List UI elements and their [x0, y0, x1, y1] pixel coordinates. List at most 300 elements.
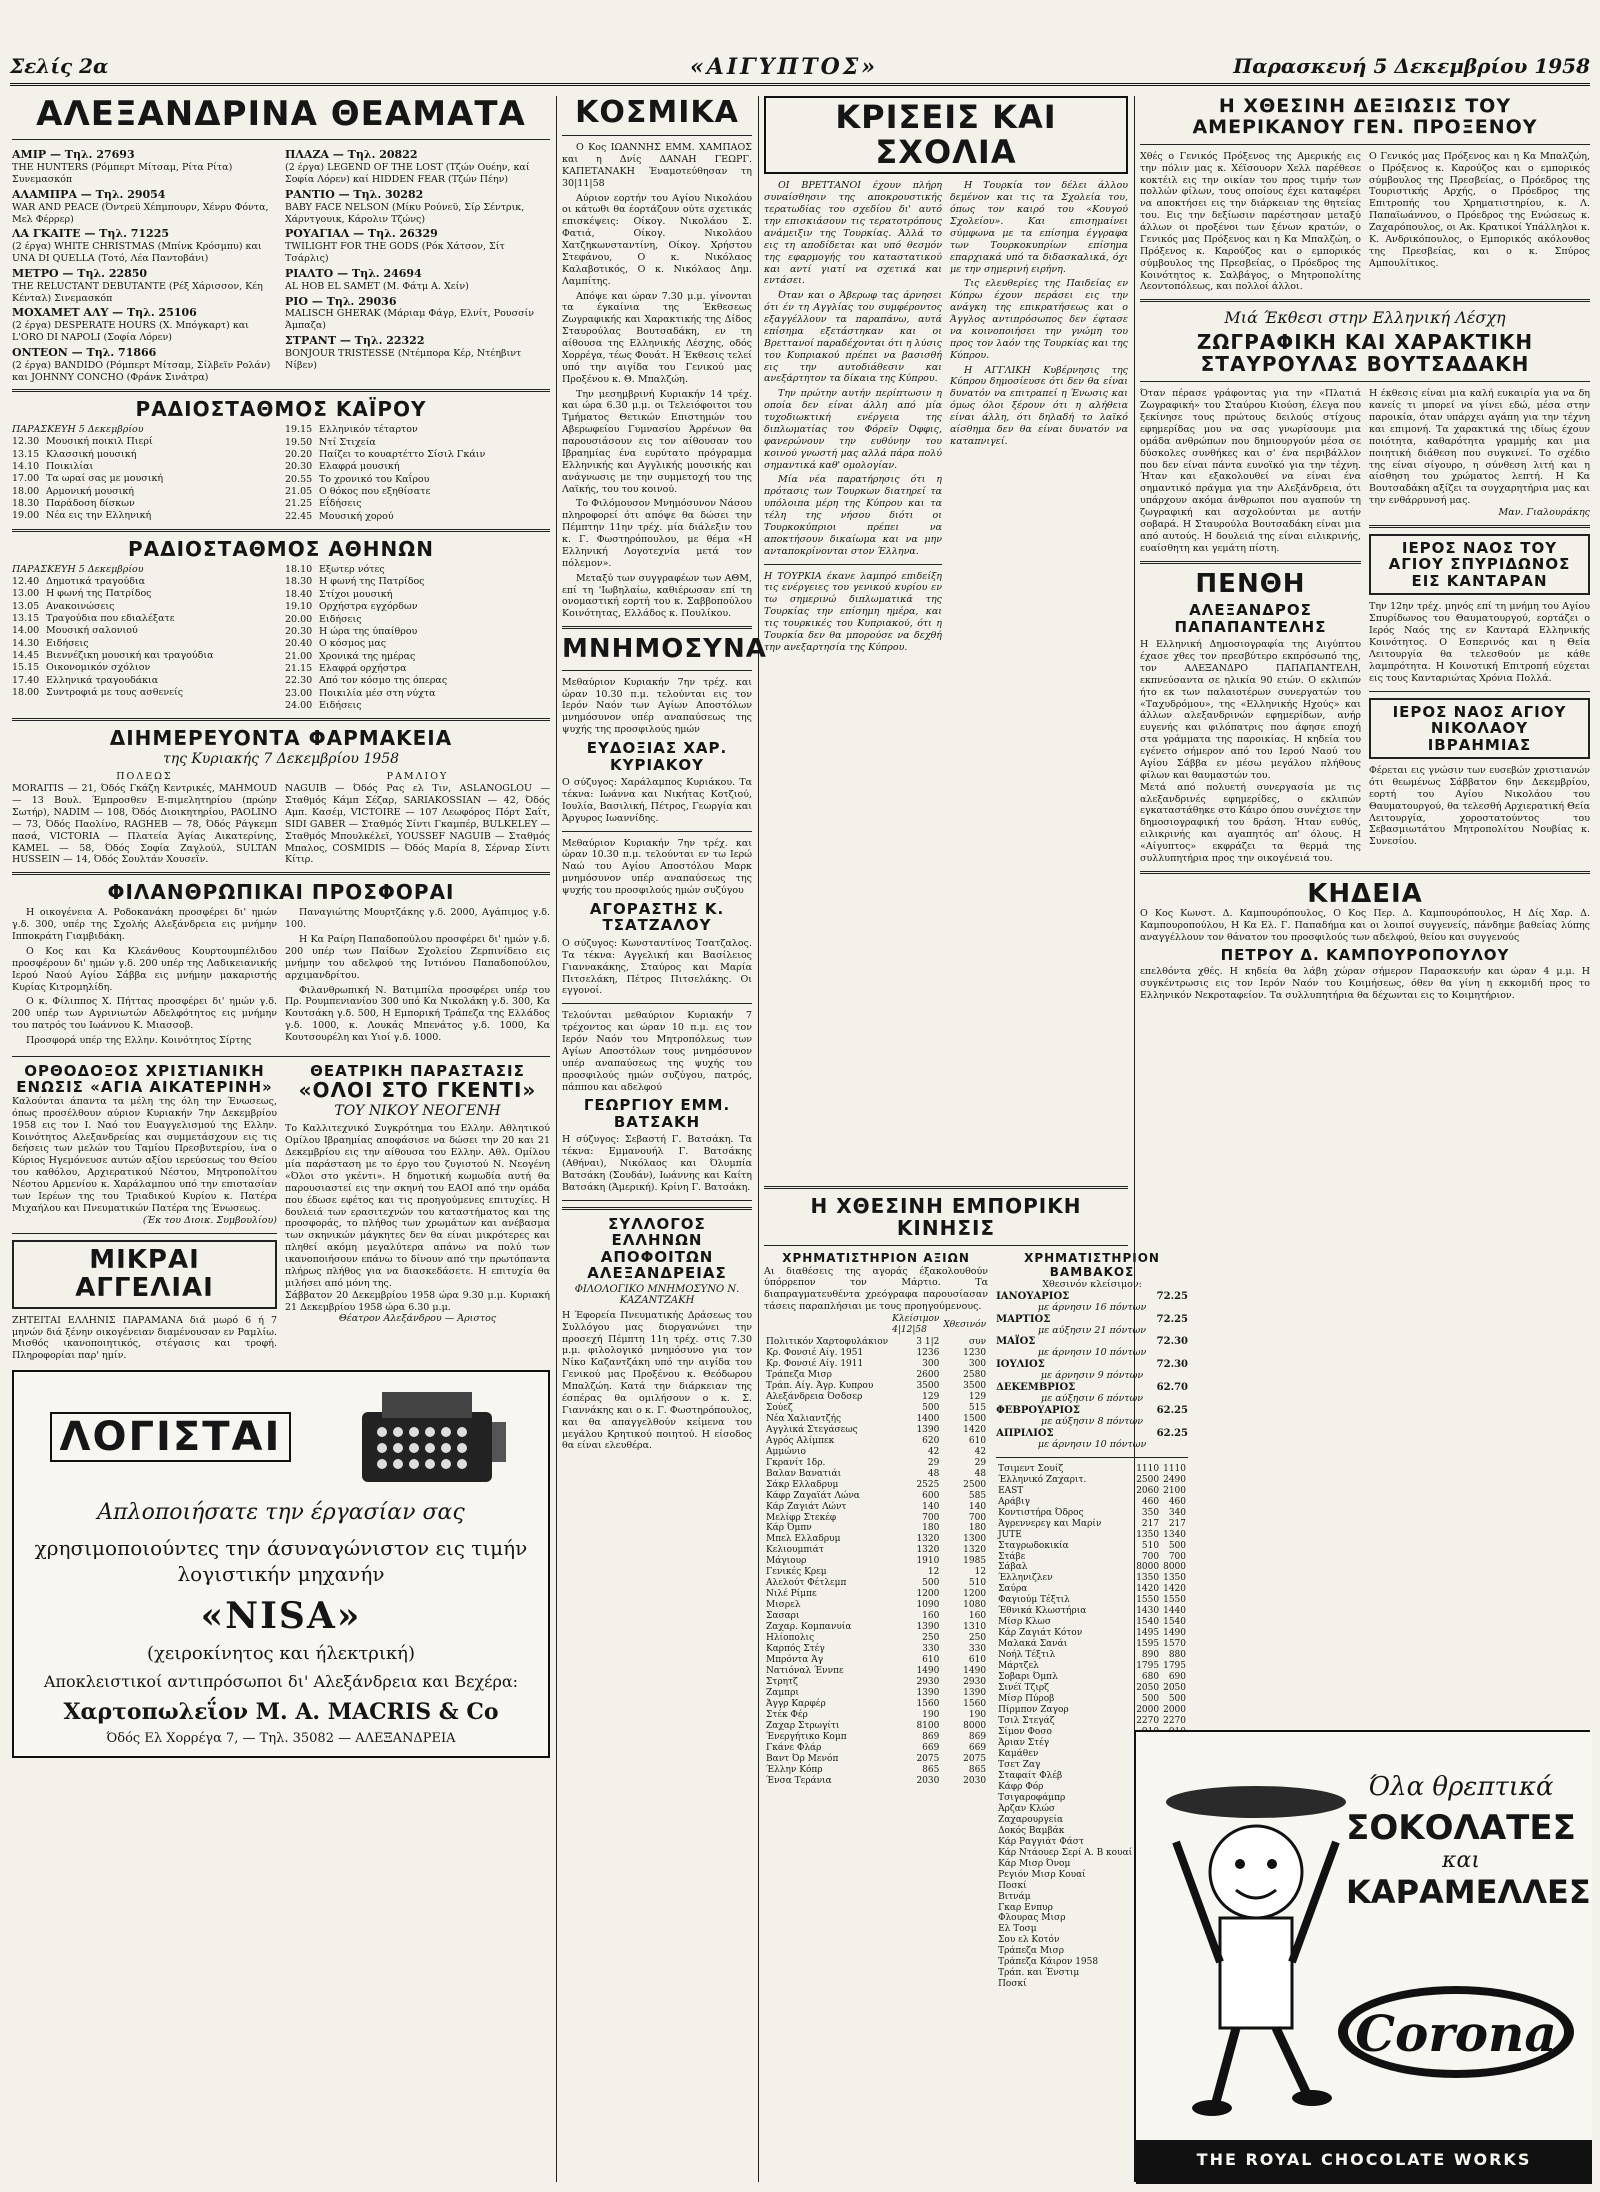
cinema-name: ΡΙΟ — Τηλ. 29036	[285, 294, 397, 308]
commodity-name: Άριαν Στέγ	[998, 1737, 1050, 1748]
stock-row	[764, 1633, 988, 1644]
stock-today: 250	[968, 1633, 987, 1644]
commodity-close: 350	[1141, 1507, 1160, 1518]
stock-row	[764, 1502, 988, 1513]
masthead	[10, 52, 1590, 86]
editorial-column-1	[764, 180, 942, 557]
nisa-ad-brand: «NISA»	[200, 1595, 362, 1638]
reception-text: Χθές ο Γενικός Πρόξενος της Αμερικής εις την πόλιν μας κ. Χέϊσουορν Χελλ παρέθεσε κοκτέιλ εις την οικίαν του προς τιμήν των πολλών φίλων, τους οποίους έχει καταφέρει να αποκτήσει εις την διάρκειαν της θητείας του. Εις την δεξίωσιν παρέστησαν μεταξύ άλλων οι προξένοι των ξένων κρατών, ο Γενικός μας Πρόξενος και η Κα Μπαλζώη, ο Πρόξενος κ. Καρούζος και ο εμπορικός σύμβουλος της Πρεσβείας, ο Πρόεδρος της Κοινότητος κ. Σαλβάγος, ο Μητροπολίτης Λεοντοπόλεως, και πολλοί άλλοι.	[1140, 150, 1361, 293]
program-row	[12, 588, 277, 600]
stock-today: 1300	[963, 1534, 987, 1545]
stock-today: 29	[974, 1457, 987, 1468]
program-title: Ελαφρά μουσική	[319, 461, 400, 473]
program-row	[12, 675, 277, 687]
commodity-name: Ποσκί	[998, 1880, 1027, 1891]
pharmacies-title: ΔΙΗΜΕΡΕΥΟΝΤΑ ΦΑΡΜΑΚΕΙΑ	[109, 726, 453, 751]
commodity-today: 880	[1168, 1650, 1186, 1661]
social-item: Αύριον εορτήν του Αγίου Νικολάου οι κάτωθι θα έορτάζουν ούτε σχετικάς επισκέψεις: Οίκογ. Νικολάου Σ. Φατιά, Οίκογ. Νικολάου Χατζηκωνσταντίνη, Οίκογ. Χρήστου Στεφάνου, Ο κ. Νικόλαος Καλαβοτικός, Ο κ. Νικόλαος Δημ. Λαμπίτης.	[562, 192, 752, 287]
program-title: Ορχήστρα εγχόρδων	[319, 601, 418, 613]
stock-close: 1400	[916, 1413, 940, 1424]
theatre-show-dates: Σάββατον 20 Δεκεμβρίου 1958 ώρα 9.30 μ.μ. Κυριακή 21 Δεκεμβρίου 1958 ώρα 6.30 μ.μ.	[285, 1289, 550, 1313]
cotton-price: 62.25	[1156, 1405, 1188, 1416]
editorial-column-2	[950, 180, 1128, 1180]
stock-name: Σασαρι	[766, 1611, 800, 1622]
stock-row	[764, 1447, 988, 1458]
stock-today: 180	[968, 1523, 987, 1534]
stock-row	[764, 1765, 988, 1776]
program-time: 18.00	[12, 687, 40, 699]
theatre-show-title: ΘΕΑΤΡΙΚΗ ΠΑΡΑΣΤΑΣΙΣ	[310, 1061, 525, 1080]
stock-name: Νιλέ Ρίμπε	[766, 1589, 817, 1600]
commodity-close: 1350	[1136, 1529, 1160, 1540]
program-title: Στίχοι μουσική	[319, 588, 393, 600]
commodity-today: 1420	[1163, 1584, 1186, 1595]
program-title: Τραγούδια που εδιαλέξατε	[46, 613, 175, 625]
program-row	[285, 511, 550, 523]
stock-row	[764, 1666, 988, 1677]
memorial-intro: Μεθαύριον Κυριακήν 7ην τρέχ. και ώραν 10.30 π.μ. τελούνται εν τω Ιερώ Ναώ του Αγίου Αποστόλου Μαρκ μνημόσυνον υπέρ αναπαύσεως της ψυχής του προσφιλούς ημών συζύγου	[562, 837, 752, 897]
stock-close: 180	[922, 1523, 940, 1534]
cotton-change: με άρνησιν 9 πόντων	[1040, 1370, 1144, 1382]
commodity-today: 1490	[1163, 1628, 1186, 1639]
program-time: 15.15	[12, 662, 40, 674]
stock-close: 42	[927, 1446, 940, 1457]
cotton-month: ΑΠΡΙΛΙΟΣ	[996, 1427, 1054, 1439]
program-title: Ελληνικόν τέταρτον	[319, 424, 418, 436]
memorial-family: Ο σύζυγος: Κωνσταντίνος Τσατζαλος. Τα τέκνα: Αγγελική και Βασίλειος Γιαννακάκης, Σταύρος και Μαρία Πιτσελάκη, Πέτρος Πιτσελάκης. Οι εγγονοί.	[562, 937, 752, 997]
cinema-name: ΡΟΥΑΓΙΑΛ — Τηλ. 26329	[285, 227, 438, 241]
stock-name: Μπελ Ελλαδρυμ	[766, 1534, 841, 1545]
stock-row	[764, 1743, 988, 1754]
memorials-title: ΜΝΗΜΟΣΥΝΑ	[562, 634, 767, 665]
nisa-ad-address: Όδός Ελ Χορρέγα 7, — Τηλ. 35082 — ΑΛΕΞΑΝΔΡΕΙΑ	[106, 1731, 456, 1747]
cotton-month: ΔΕΚΕΜΒΡΙΟΣ	[996, 1382, 1076, 1394]
commodity-today: 700	[1168, 1551, 1186, 1562]
commodity-today: 2000	[1163, 1705, 1186, 1716]
program-title: Ο κόσμος μας	[319, 638, 387, 650]
program-time: 22.45	[285, 510, 313, 522]
program-row	[12, 576, 277, 588]
program-title: Κλασσική μουσική	[46, 448, 137, 460]
commodity-name: Τσετ Ζαγ	[998, 1759, 1041, 1770]
stock-close: 1090	[916, 1600, 940, 1611]
theatre-show-venue: Θέατρον Αλεξάνδρου — Άριστος	[338, 1313, 497, 1325]
stock-name: Γκρανίτ 1δρ.	[766, 1457, 826, 1468]
stock-today: 585	[968, 1490, 987, 1501]
stock-row	[764, 1655, 988, 1666]
commodity-today: 1795	[1163, 1661, 1186, 1672]
cinema-name: ΟΝΤΕΟΝ — Τηλ. 71866	[12, 345, 157, 359]
memorial-name: ΓΕΩΡΓΙΟΥ ΕΜΜ. ΒΑΤΣΑΚΗ	[583, 1096, 731, 1131]
stock-today: 1200	[963, 1589, 987, 1600]
program-time: 21.00	[285, 650, 313, 662]
stock-close: 1490	[916, 1666, 940, 1677]
program-row	[285, 700, 550, 712]
commodity-name: Κάρ Ζαγιάτ Κότον	[998, 1628, 1083, 1639]
cotton-month: ΦΕΒΡΟΥΑΡΙΟΣ	[996, 1405, 1080, 1416]
commodity-close: 1595	[1136, 1639, 1160, 1650]
program-time: 13.00	[12, 588, 40, 600]
commodity-name: Σινέϊ Τζιρζ	[998, 1683, 1050, 1694]
memorials-items	[562, 677, 752, 1201]
commodity-name: Ελ Τοσμ	[998, 1924, 1037, 1935]
social-title: ΚΟΣΜΙΚΑ	[575, 95, 739, 130]
stock-row	[764, 1392, 988, 1403]
donation-item: Ο Κος και Κα Κλεάνθους Κουρτουμπέλιδου προσφέρουν δι' ημών γ.δ. 200 υπέρ της Λαδικειανικής Ιερού Ναού Αγίου Σάββα εις μνήμην μακαριστής Κυρίας Κιτρομηλίδη.	[12, 945, 277, 993]
program-title: Ειδήσεις	[46, 637, 89, 649]
commodity-name: Φλουρας Μισρ	[998, 1913, 1066, 1924]
cinema-film: AL HOB EL SAMET (Μ. Φάτμ Α. Χείν)	[285, 280, 469, 292]
commodity-close: 1795	[1136, 1661, 1160, 1672]
stock-today: 129	[968, 1391, 987, 1402]
commodity-close: 2000	[1136, 1705, 1160, 1716]
stock-name: Πολιτικόν Χαρτοφυλάκιον	[766, 1337, 889, 1347]
stock-close: 620	[922, 1435, 940, 1446]
commodity-close: 1550	[1136, 1595, 1160, 1606]
program-row	[285, 437, 550, 449]
alumni-society-sub: ΦΙΛΟΛΟΓΙΚΟ ΜΝΗΜΟΣΥΝΟ Ν. ΚΑΖΑΝΤΖΑΚΗ	[574, 1283, 740, 1306]
stock-close: 1910	[916, 1556, 940, 1567]
radio-cairo-day: ΠΑΡΑΣΚΕΥΗ 5 Δεκεμβρίου	[12, 424, 144, 436]
program-title: Μουσική σαλονιού	[46, 625, 138, 637]
commodity-name: Έλληνιζλεν	[998, 1573, 1053, 1584]
pharmacies-city-list: MORAITIS — 21, Όδός Γκάζη Κεντρικές, MAHMOUD — 13 Βουλ. Έμπροσθεν Ε-πιμελητηρίου (πρώην Σωτήρ), NADIM — 108, Όδός Διοικητηρίου, PAOLINO — 73, Όδός Παολίνο, RAGHEB — 78, Όδός Ράγκεμπ πασά, VICTORIA — Πλατεία Άγίας Αικατερίνης, KAMEL — 58, Όδός Σοφία Ζαγλούλ, SULTAN HUSSEIN — 14, Όδός Σουλτάν Χουσεΐν.	[12, 783, 277, 866]
stock-name: Κελιουμπιάτ	[766, 1545, 824, 1556]
stock-name: Μπρόντα Άγ	[766, 1655, 824, 1666]
issue-date: Παρασκευή 5 Δεκεμβρίου 1958	[1233, 54, 1590, 78]
theatres-title: ΑΛΕΞΑΝΔΡΙΝΑ ΘΕΑΜΑΤΑ	[36, 94, 526, 134]
commodity-name: Νοήλ Τέξτιλ	[998, 1650, 1056, 1661]
program-title: Παίζει το κουαρτέττο Σίσιλ Γκάιν	[319, 449, 486, 461]
stock-close: 865	[922, 1764, 940, 1775]
social-item: Απόψε και ώραν 7.30 μ.μ. γίνονται τα έγκαίνια της Έκθεσεως Ζωγραφικής και Χαρακτικής της Δίδος Σταυρούλας Βουτσαδάκη, εν τη αίθουσα της Ελληνικής Λέσχης, οδός Χορρέγα, τέως Φουάτ. Η Έκθεσις τελεί υπό την αιγίδα του Γενικού μας Προξένου κ. Θ. Μπαλζώη.	[562, 290, 752, 385]
program-title: Ποικιλία μέσ στη νύχτα	[319, 687, 436, 699]
commodity-name: Έλληνικό Ζαχαριτ.	[998, 1474, 1087, 1485]
commodity-today: 500	[1168, 1694, 1186, 1705]
social-item: Το Φιλόμουσον Μνημόσυνον Νάσου πληροφορεί ότι απόψε θα δώσει την Πέμπτην 11ην τρέχ. μία διάλεξιν του κ. Γ. Φωστηρόπουλου, με θέμα «Η Ελληνική Λογοτεχνία μετά τον πόλεμον».	[562, 498, 752, 569]
stock-name: Κάφρ Ζαγαϊάτ Λώνα	[766, 1490, 860, 1501]
commodity-close: 1430	[1136, 1606, 1160, 1617]
program-row	[285, 688, 550, 700]
commodity-today: 500	[1168, 1540, 1186, 1551]
program-row	[285, 424, 550, 436]
program-row	[285, 614, 550, 626]
program-title: Από τον κόσμο της όπερας	[319, 675, 448, 687]
cinema-name: ΠΛΑΖΑ — Τηλ. 20822	[285, 148, 418, 162]
stock-row	[764, 1491, 988, 1502]
church-nikolaos-title: ΙΕΡΟΣ ΝΑΟΣ ΑΓΙΟΥ ΝΙΚΟΛΑΟΥ ΙΒΡΑΗΜΙΑΣ	[1392, 702, 1567, 754]
classifieds-text: ΖΗΤΕΙΤΑΙ ΕΛΛΗΝΙΣ ΠΑΡΑΜΑΝΑ διά μωρό 6 ή 7 μηνών διά ξένην οικογένειαν διαμένουσαν εν Ραμλίω. Μισθός ικανοποιητικός, στέγασις και τροφή. Πληροφορίαι παρ' ημίν.	[12, 1314, 277, 1362]
stock-name: Άγγρ Καρφέρ	[766, 1698, 826, 1709]
stock-today: 330	[968, 1644, 987, 1655]
program-title: Τα ωραί σας με μουσική	[46, 473, 164, 485]
commodity-close: 700	[1141, 1551, 1160, 1562]
calculator-icon	[342, 1382, 512, 1492]
column-3	[764, 96, 1188, 2182]
cotton-title: ΧΡΗΜΑΤΙΣΤΗΡΙΟΝ ΒΑΜΒΑΚΟΣ	[1024, 1251, 1160, 1279]
stock-name: Νέα Χαλιαντζής	[766, 1413, 842, 1424]
stock-row	[764, 1348, 988, 1359]
stock-row	[764, 1458, 988, 1469]
stock-close: 500	[922, 1578, 940, 1589]
program-title: Ελληνικά τραγουδάκια	[46, 674, 159, 686]
program-title: Χρονικά της ημέρας	[319, 650, 416, 662]
cotton-month: ΙΑΝΟΥΑΡΙΟΣ	[996, 1290, 1070, 1302]
commodity-name: Καμάθεν	[998, 1748, 1039, 1759]
stock-row	[764, 1578, 988, 1589]
stock-row	[764, 1776, 988, 1787]
program-row	[285, 675, 550, 687]
program-time: 17.40	[12, 674, 40, 686]
program-time: 13.15	[12, 448, 40, 460]
program-row	[12, 662, 277, 674]
program-title: Η ώρα της ύπαίθρου	[319, 625, 418, 637]
stock-name: Καρπός Στέγ	[766, 1644, 825, 1655]
program-title: Μουσική ποικιλ Πιερί	[46, 436, 153, 448]
stock-row	[764, 1370, 988, 1381]
commodity-name: Άγρεννερεγ και Μαρίν	[998, 1518, 1102, 1529]
commodity-close: 2060	[1136, 1485, 1160, 1496]
theatres-left	[12, 146, 277, 383]
pharmacies-ramleh-list: NAGUIB — Όδός Ρας ελ Τιν, ASLANOGLOU — Σταθμός Κάμπ Σέζαρ, SARIAKOSSIAN — 42, Όδός Αμπ. Κασέμ, VICTOIRE — 107 Λεωφόρος Πόρτ Σαΐτ, SIDI GABER — Σταθμός Σίντι Γκαμπέρ, BULKELEY — Σταθμός Μπουλκέλεϊ, YOUSSEF NAGUIB — Σταθμός Μπαλος, COSMIDIS — Όδός Μαρία 8, Σέρναρ Σίντι Κίτιρ.	[285, 783, 550, 866]
program-time: 14.00	[12, 625, 40, 637]
cotton-price: 72.30	[1156, 1336, 1188, 1348]
program-title: Νέα εις την Ελληνική	[46, 510, 152, 522]
stock-row	[764, 1523, 988, 1534]
stock-row	[764, 1414, 988, 1425]
stock-row	[764, 1644, 988, 1655]
nisa-ad-title: ΛΟΓΙΣΤΑΙ	[50, 1412, 292, 1462]
memorial-family: Η σύζυγος: Σεβαστή Γ. Βατσάκη. Τα τέκνα: Εμμανουήλ Γ. Βατσάκης (Αθήναι), Νικόλαος και Όλυμπία Βατσάκη (Σουδάν), Ιωάννης και Καίτη Βατσάκη (Άμερική). Κρίνη Γ. Βατσάκη.	[562, 1134, 752, 1193]
column-rule	[556, 96, 557, 2182]
editorial-turkey: Η ΤΟΥΡΚΙΑ έκανε λαμπρό επιδείξη τις ενέργειες του γενικού κυρίου εν τω σημερινώ διπλωματικά της Τουρκίας την επίσημη ημέρα, και τις τουρκικές του Κυπριακού, ότι η Τουρκία δεν θα μπορούσε να δεχθή την ανεξαρτησία της Κύπρου.	[764, 570, 942, 653]
program-time: 18.30	[12, 497, 40, 509]
commodity-close: 2270	[1136, 1716, 1160, 1727]
program-title: Ανακοινώσεις	[46, 600, 115, 612]
stock-close: 8100	[916, 1720, 940, 1731]
stocks-intro: Αι διαθέσεις της αγοράς έξακολουθούν ύπόρρεπον τον Μάρτιο. Τα διαπραγματευθέντα χρεόγραφα παρουσίασαν τάσεις παραπλήσιαι με τους προηγούμενους.	[764, 1265, 989, 1313]
stock-close: 2600	[916, 1369, 940, 1380]
stock-name: Βαλαν Βανατιάι	[766, 1468, 842, 1479]
commodity-name: Ρεγιόν Μισρ Κουαί	[998, 1869, 1086, 1880]
stock-close: 300	[922, 1358, 940, 1369]
social-item: Την μεσημβρινή Κυριακήν 14 τρέχ. και ώρα 6.30 μ.μ. οι Τελειόφοιτοι του Τμήματος Θετικών Επιστημών του Αβερωφείου Γυμνασίου Άρρένων θα παρουσιάσουν εις τον αίθουσαν του Ιβραημίας ένα ευρύτατο πρόγραμμα Ελληνικής και Αγγλικής μουσικής και ανάγνωσις με την συμμετοχή του της Λαϊκής, του του κοινού.	[562, 388, 752, 495]
stock-close: 1320	[916, 1545, 940, 1556]
funeral-text: Ο Κος Κωνστ. Δ. Καμπουρόπουλος, Ο Κος Περ. Δ. Καμπουρόπουλος, Η Δίς Χαρ. Δ. Καμπουροπούλου, Η Κα Ελ. Γ. Παπαδήμα και οι λοιποί συγγενείς, πάνδημε βαθείας λύπης αναγγέλλουν τον θάνατον του προσφιλούς των αδελφού, θείου και συγγενούς	[1140, 908, 1590, 944]
program-title: Ποικιλίαι	[46, 460, 94, 472]
commodity-name: Βιτνάμ	[998, 1891, 1031, 1902]
cinema-film: THE RELUCTANT DEBUTANTE (Ρέξ Χάρισσον, Κέη Κένταλ) Σινεμασκόπ	[12, 280, 263, 304]
commodity-today: 1570	[1163, 1639, 1186, 1650]
commodity-name: Κάφρ Φόρ	[998, 1781, 1044, 1792]
cinema-film: (2 έργα) DESPERATE HOURS (Χ. Μπόγκαρτ) και L'ORO DI NAPOLI (Σοφία Λόρεν)	[12, 320, 249, 344]
stock-name: Ένσα Τεράνια	[766, 1775, 832, 1786]
commodity-name: Πίρμπον Ζαγορ	[998, 1705, 1069, 1716]
program-row	[12, 461, 277, 473]
commodity-close: 2500	[1136, 1474, 1160, 1485]
program-row	[12, 486, 277, 498]
stock-name: Ζαχαρ Στρωγίτι	[766, 1720, 840, 1731]
divider	[562, 831, 752, 832]
commodity-name: Τράπ. και Ένστιμ	[998, 1968, 1080, 1979]
mourning-text-2: Μετά από πολυετή συνεργασία με τις αλεξανδρινές εφημερίδες, ο εκλιπών εγκαταστάθηκε στο Κάιρο όπου συνέχισε την δημοσιογραφική του δράση. Ήταν ευθύς, ειλικρινής και αγαπητός απ' όλους. Η «Αίγυπτος» εκφράζει τα θερμά της συλλυπητήρια προς την οικογένειά του.	[1140, 781, 1361, 864]
stock-close: 140	[922, 1501, 940, 1512]
cinema-film: (2 έργα) BANDIDO (Ρόμπερτ Μίτσαμ, Σίλβεϊν Ρολάν) και JOHNNY CONCHO (Φράνκ Σινάτρα)	[12, 359, 271, 383]
stock-today: 3500	[963, 1380, 987, 1391]
program-row	[285, 651, 550, 663]
social-item: Ο Κος ΙΩΑΝΝΗΣ ΕΜΜ. ΧΑΜΠΑΟΣ και η Δνίς ΔΑΝΑΗ ΓΕΩΡΓ. ΚΑΠΕΤΑΝΑΚΗ Έναμοτεύθησαν τη 30|11|58	[562, 142, 752, 189]
program-row	[285, 474, 550, 486]
page-number: Σελίς 2α	[10, 54, 109, 78]
commodity-name: Ποσκί	[998, 1979, 1027, 1990]
stock-close: 330	[922, 1644, 940, 1655]
program-row	[285, 576, 550, 588]
commodity-today: 2490	[1163, 1474, 1186, 1485]
stock-row	[764, 1359, 988, 1370]
commodity-close: 1350	[1136, 1573, 1160, 1584]
editorial-paragraph: Μία νέα παρατήρησις ότι η πρότασις των Τουρκων διατηρεί τα υπόλοιπα μέρη της Κύπρου και τα τέλη της νήσου διότι οι Τουρκοκύπριοι πρέπει να αποκτήσουν δικαίωμα και να μην ανταποκρίνονται στον Έλληνα.	[764, 474, 942, 557]
stock-name: Μισρελ	[766, 1600, 801, 1611]
program-row	[285, 498, 550, 510]
donation-item: Φιλανθρωπική Ν. Βατιμπίλα προσφέρει υπέρ του Πρ. Ρουμπενιανίου 300 υπό Κα Νικολάκη γ.δ. 300, Κα Κουτσάκη γ.δ. 500, Η Εμπορική Τράπεζα της Ελλάδος γ.δ. 1000, κ. Λουκάς Μπενάτος γ.δ. 1000, Κα Κουτσουρέλη και Υιοί γ.δ. 1000.	[285, 984, 550, 1044]
stock-today: 669	[968, 1742, 987, 1753]
column-1	[12, 96, 550, 2182]
program-time: 12.30	[12, 436, 40, 448]
commodity-name: Σάβαλ	[998, 1562, 1028, 1573]
program-title: Ειδήσεις	[319, 613, 362, 625]
stock-row	[764, 1469, 988, 1480]
radio-cairo-right	[285, 424, 550, 523]
program-row	[12, 498, 277, 510]
program-time: 20.00	[285, 613, 313, 625]
cinema-film: BABY FACE NELSON (Μίκυ Ρούνεϋ, Σίρ Σέντρικ, Χάρντγουικ, Κάρολιν Τζώνς)	[285, 201, 525, 225]
exhibition-title: ΖΩΓΡΑΦΙΚΗ ΚΑΙ ΧΑΡΑΚΤΙΚΗ ΣΤΑΥΡΟΥΛΑΣ ΒΟΥΤΣΑΔΑΚΗ	[1196, 330, 1534, 377]
stock-name: Βαντ Όρ Μενόπ	[766, 1753, 839, 1764]
commodity-today: 460	[1168, 1496, 1186, 1507]
commodity-name: Σταφαίτ Φλέβ	[998, 1770, 1063, 1781]
cotton-price: 62.70	[1156, 1382, 1188, 1394]
exhibition-text-1: Όταν πέρασε γράφοντας για την «Πλατιά Ζωγραφική» του Σταύρου Κιούση, έλεγα που ξεκίνησε τους πρώτους δειλούς στίχους εφημερίδας μου να σας γνωρίσουμε μια ομάδα ανθρώπων που δημιουργούν μέσα σε δύσκολες συνθήκες και σ' ένα περιβάλλον που δεν είναι πάντα ευνοϊκό για την τέχνη. Ήταν και εξακολουθεί να είναι ένα σημαντικό πράγμα για την Αλεξάνδρεια, ότι υπάρχουν ακόμα άνθρωποι που αγαπούν τη ζωγραφική και ασχολούνται με αυτήν σοβαρά. Η Σταυρούλα Βουτσαδάκη είναι μια από αυτούς. Η δουλειά της είναι ειλικρινής, ευαίσθητη και γεμάτη πίστη.	[1140, 388, 1361, 554]
church-spyridon-text: Την 12ην τρέχ. μηνός επί τη μνήμη του Αγίου Σπυρίδωνος του Θαυματουργού, εορτάζει ο Ιερός Ναός της εν Κανταρά Ελληνικής Κοινότητος. Ο Εσπερινός και η Θεία Λειτουργία θα τελεσθούν με κάθε λαμπρότητα. Η Κοινοτική Επιτροπή εύχεται εις τους Κανταριώτας Χρόνια Πολλά.	[1369, 601, 1590, 684]
commodity-today: 2270	[1163, 1716, 1186, 1727]
program-title: Η φωνή της Πατρίδος	[46, 588, 152, 600]
program-time: 20.30	[285, 461, 313, 473]
pharmacies-subtitle: της Κυριακής 7 Δεκεμβρίου 1958	[162, 751, 400, 768]
commodity-name: Τσιμεντ Σουίζ	[998, 1463, 1064, 1474]
program-time: 20.55	[285, 473, 313, 485]
stock-close: 610	[922, 1655, 940, 1666]
cotton-month: ΙΟΥΛΙΟΣ	[996, 1359, 1045, 1371]
memorial-family: Ο σύζυγος: Χαράλαμπος Κυριάκου. Τα τέκνα: Ιωάννα και Νικήτας Κοτζιού, Ιουλία, Βασιλική, Πέτρος, Γεωργία και Άργυρος Ιωαννίδης.	[562, 777, 752, 824]
stock-today: 1490	[963, 1666, 987, 1677]
cotton-change: με αύξησιν 21 πόντων	[1038, 1324, 1147, 1336]
editorial-paragraph: Η Τουρκία τον δέλει άλλου δεμένον και τις τα Σχολεία του, όπως τον καιρό του «Κουγού Σχολείου». Και επισημαίνει σύμφωνα με τα επίσημα έγγραφα των Τουρκοκυπρίων επίσημα επαρχιακά υπό τα διδασκαλικά, όχι με την σημερινή ειρήνη.	[950, 180, 1128, 275]
commodity-name: Ζαχαρουργεία	[998, 1814, 1064, 1825]
stock-today: 1985	[963, 1556, 987, 1567]
radio-athens-title: ΡΑΔΙΟΣΤΑΘΜΟΣ ΑΘΗΝΩΝ	[127, 537, 435, 562]
market-title: Η ΧΘΕΣΙΝΗ ΕΜΠΟΡΙΚΗ ΚΙΝΗΣΙΣ	[810, 1194, 1082, 1241]
memorial-name: ΑΓΟΡΑΣΤΗΣ Κ. ΤΣΑΤΖΑΛΟΥ	[589, 899, 725, 935]
commodity-name: Στάβε	[998, 1551, 1026, 1562]
stocks-column-header: Χθεσινόν	[943, 1319, 987, 1330]
commodity-close: 1540	[1136, 1617, 1160, 1628]
stock-row	[764, 1699, 988, 1710]
stock-row	[764, 1436, 988, 1447]
stock-close: 1236	[916, 1347, 940, 1358]
stock-row	[764, 1732, 988, 1743]
exhibition-sign: Μαν. Γιαλουράκης	[1498, 507, 1590, 519]
program-title: Ειδήσεις	[319, 699, 362, 711]
stock-today: 8000	[963, 1720, 987, 1731]
cinema-name: ΜΕΤΡΟ — Τηλ. 22850	[12, 266, 148, 280]
funeral-title: ΚΗΔΕΙΑ	[1307, 878, 1423, 909]
program-time: 13.05	[12, 600, 40, 612]
program-title: Εΐδήσεις	[319, 498, 362, 510]
program-time: 12.40	[12, 576, 40, 588]
commodity-close: 2050	[1136, 1683, 1160, 1694]
stock-close: 2930	[916, 1677, 940, 1688]
cinema-name: ΣΤΡΑΝΤ — Τηλ. 22322	[285, 334, 425, 348]
stock-today: 610	[968, 1435, 987, 1446]
stock-row	[764, 1710, 988, 1721]
stock-name: Σούεζ	[766, 1402, 793, 1413]
cinema-name: ΜΟΧΑΜΕΤ ΑΛΥ — Τηλ. 25106	[12, 306, 197, 320]
program-row	[12, 650, 277, 662]
stock-name: Αγγλικά Στεγάσεως	[766, 1424, 858, 1435]
nisa-ad-line1: Απλοποιήσατε την έργασίαν σας	[97, 1500, 465, 1526]
stocks-column-header: Κλείσιμον 4|12|58	[892, 1314, 940, 1336]
commodity-close: 8000	[1136, 1562, 1160, 1573]
program-row	[285, 461, 550, 473]
stock-close: 190	[922, 1709, 940, 1720]
program-time: 14.45	[12, 650, 40, 662]
program-time: 18.30	[285, 576, 313, 588]
stock-row	[764, 1403, 988, 1414]
reception-text-2: Ο Γενικός μας Πρόξενος και η Κα Μπαλζώη, ο Πρόξενος κ. Καρούζος και ο εμπορικός σύμβουλος της Πρεσβείας, ο Πρόεδρος της Τουριστικής Αρχής, ο Πρόεδρος της Επιτροπής του Χρηματιστηρίου, κ. Λ. Παπαϊωάννου, ο Πρόεδρος της Ενώσεως κ. Ζαχαρόπουλος, οι Ακ. Κρατικοί Υπάλληλοι κ. Κ. Ανδρικόπουλος, ο Εμπορικός ακόλουθος της Πρεσβείας, και ο κ. Σπύρος Αμπουλίτικος.	[1369, 150, 1590, 269]
stocks-column-header	[764, 1313, 890, 1337]
cinema-film: (2 έργα) WHITE CHRISTMAS (Μπίνκ Κρόσμπυ) και UNA DI QUELLA (Τοτό, Λέα Παντοβάνι)	[12, 241, 262, 265]
stock-today: 2580	[963, 1369, 987, 1380]
cotton-price: 72.25	[1156, 1313, 1188, 1325]
cotton-change: με αύξησιν 6 πόντων	[1041, 1393, 1144, 1405]
stock-name: Κρ. Φονσιέ Αίγ. 1911	[766, 1358, 864, 1369]
mourning-text: Η Ελληνική Δημοσιογραφία της Αιγύπτου έχασε χθες τον πρεσβύτερο εκπρόσωπό της, τον ΑΛΕΞΑΝΔΡΟ ΠΑΠΑΠΑΝΤΕΛΗ, εκπνεύσαντα σε ηλικία 90 ετών. Ο εκλιπών ήτο εκ των παλαιοτέρων συνεργατών του «Ταχυδρόμου», της «Ελληνικής Ηχούς» και άλλων αλεξανδρινών εφημερίδων, ανήρ ευγενής και φιλόπατρις που άφησε εποχή στα γράμματα της παροικίας. Η κηδεία του εγένετο σήμερον από του Ιερού Ναού του Αγίου Σάββα εν μέσω μεγάλου πλήθους φίλων και θαυμαστών του.	[1140, 639, 1361, 781]
stock-close: 250	[922, 1633, 940, 1644]
stock-today: 869	[968, 1731, 987, 1742]
program-row	[285, 663, 550, 675]
stock-row	[764, 1721, 988, 1732]
stock-close: 2075	[916, 1753, 940, 1764]
stock-close: 1390	[916, 1424, 940, 1435]
stock-row	[764, 1337, 988, 1348]
corona-ad-line2: ΣΟΚΟΛΑΤΕΣ	[1346, 1808, 1576, 1848]
memorial-intro: Τελούνται μεθαύριον Κυριακήν 7 τρέχοντος και ώραν 10 π.μ. εις τον Ιερόν Ναόν του Μητροπόλεως των Αγίων Αποστόλων τους μνημόσυνον υπέρ αναπαύσεως της ψυχής του προσφιλούς ημών συζύγου, πατρός, πάππου και αδελφού	[562, 1010, 752, 1093]
program-title: Μουσική χορού	[319, 510, 394, 522]
alumni-society-text: Η Έφορεία Πνευματικής Δράσεως του Συλλόγου μας διοργανώνει την προσεχή Πέμπτη 11η τρέχ. στις 7.30 μ.μ. φιλολογικό μνημόσυνο για τον Νίκο Καζαντζάκη υπό την αιγίδα του Γενικού μας Προξένου κ. Θεόδωρου Μπαλζώη. Κατά την διάρκειαν της έσπέρας θα ομιλήσουν ο κ. Σ. Γιαννάκης και ο κ. Γ. Φωστηρόπουλος, και θα απαγγελθούν κείμενα του μεγάλου Κρητικού ποιητού. Η είσοδος θα είναι ελευθέρα.	[562, 1309, 752, 1452]
corona-ad-line3: και	[1442, 1848, 1480, 1873]
editorial-paragraph: Την πρώτην αυτήν περίπτωσιν η οποία δεν είναι άλλη από μία τυχοδιωκτική ενέργεια της διπλωματίας του Φόρεϊν Όφφις, φανερώνουν την ευθύνην του κοινού γνωστή μας αλλά πάρα πολύ σημαντικά καθ' ομολογίαν.	[764, 388, 942, 471]
stock-name: Αλελούτ Φέτλεμπ	[766, 1578, 847, 1589]
commodity-name: Τράπεζα Κάιρον 1958	[998, 1957, 1099, 1968]
commodity-name: Γκαρ Ενπυρ	[998, 1902, 1053, 1913]
editorial-paragraph: ΟΙ ΒΡΕΤΤΑΝΟΙ έχουν πλήρη συναίσθησιν της αποκρουστικής τερατωδίας του σχεδίου δι' αυτό την επισκιάσουν τις τερατοτρόπους ανάμειξιν της Τουρκίας. Άλλά το εις τη αποδίδεται και υπό θεσμόν της εφαρμογής του καταστατικού και αντί γιατί να σχετικά και εντάσει.	[764, 180, 942, 287]
program-row	[285, 486, 550, 498]
commodity-close: 500	[1141, 1694, 1160, 1705]
commodity-name: Σταγρωδοκικία	[998, 1540, 1069, 1551]
stock-row	[764, 1589, 988, 1600]
commodity-today: 2100	[1163, 1485, 1186, 1496]
reception-title: Η ΧΘΕΣΙΝΗ ΔΕΞΙΩΣΙΣ ΤΟΥ ΑΜΕΡΙΚΑΝΟΥ ΓΕΝ. ΠΡΟΞΕΝΟΥ	[1192, 95, 1538, 138]
